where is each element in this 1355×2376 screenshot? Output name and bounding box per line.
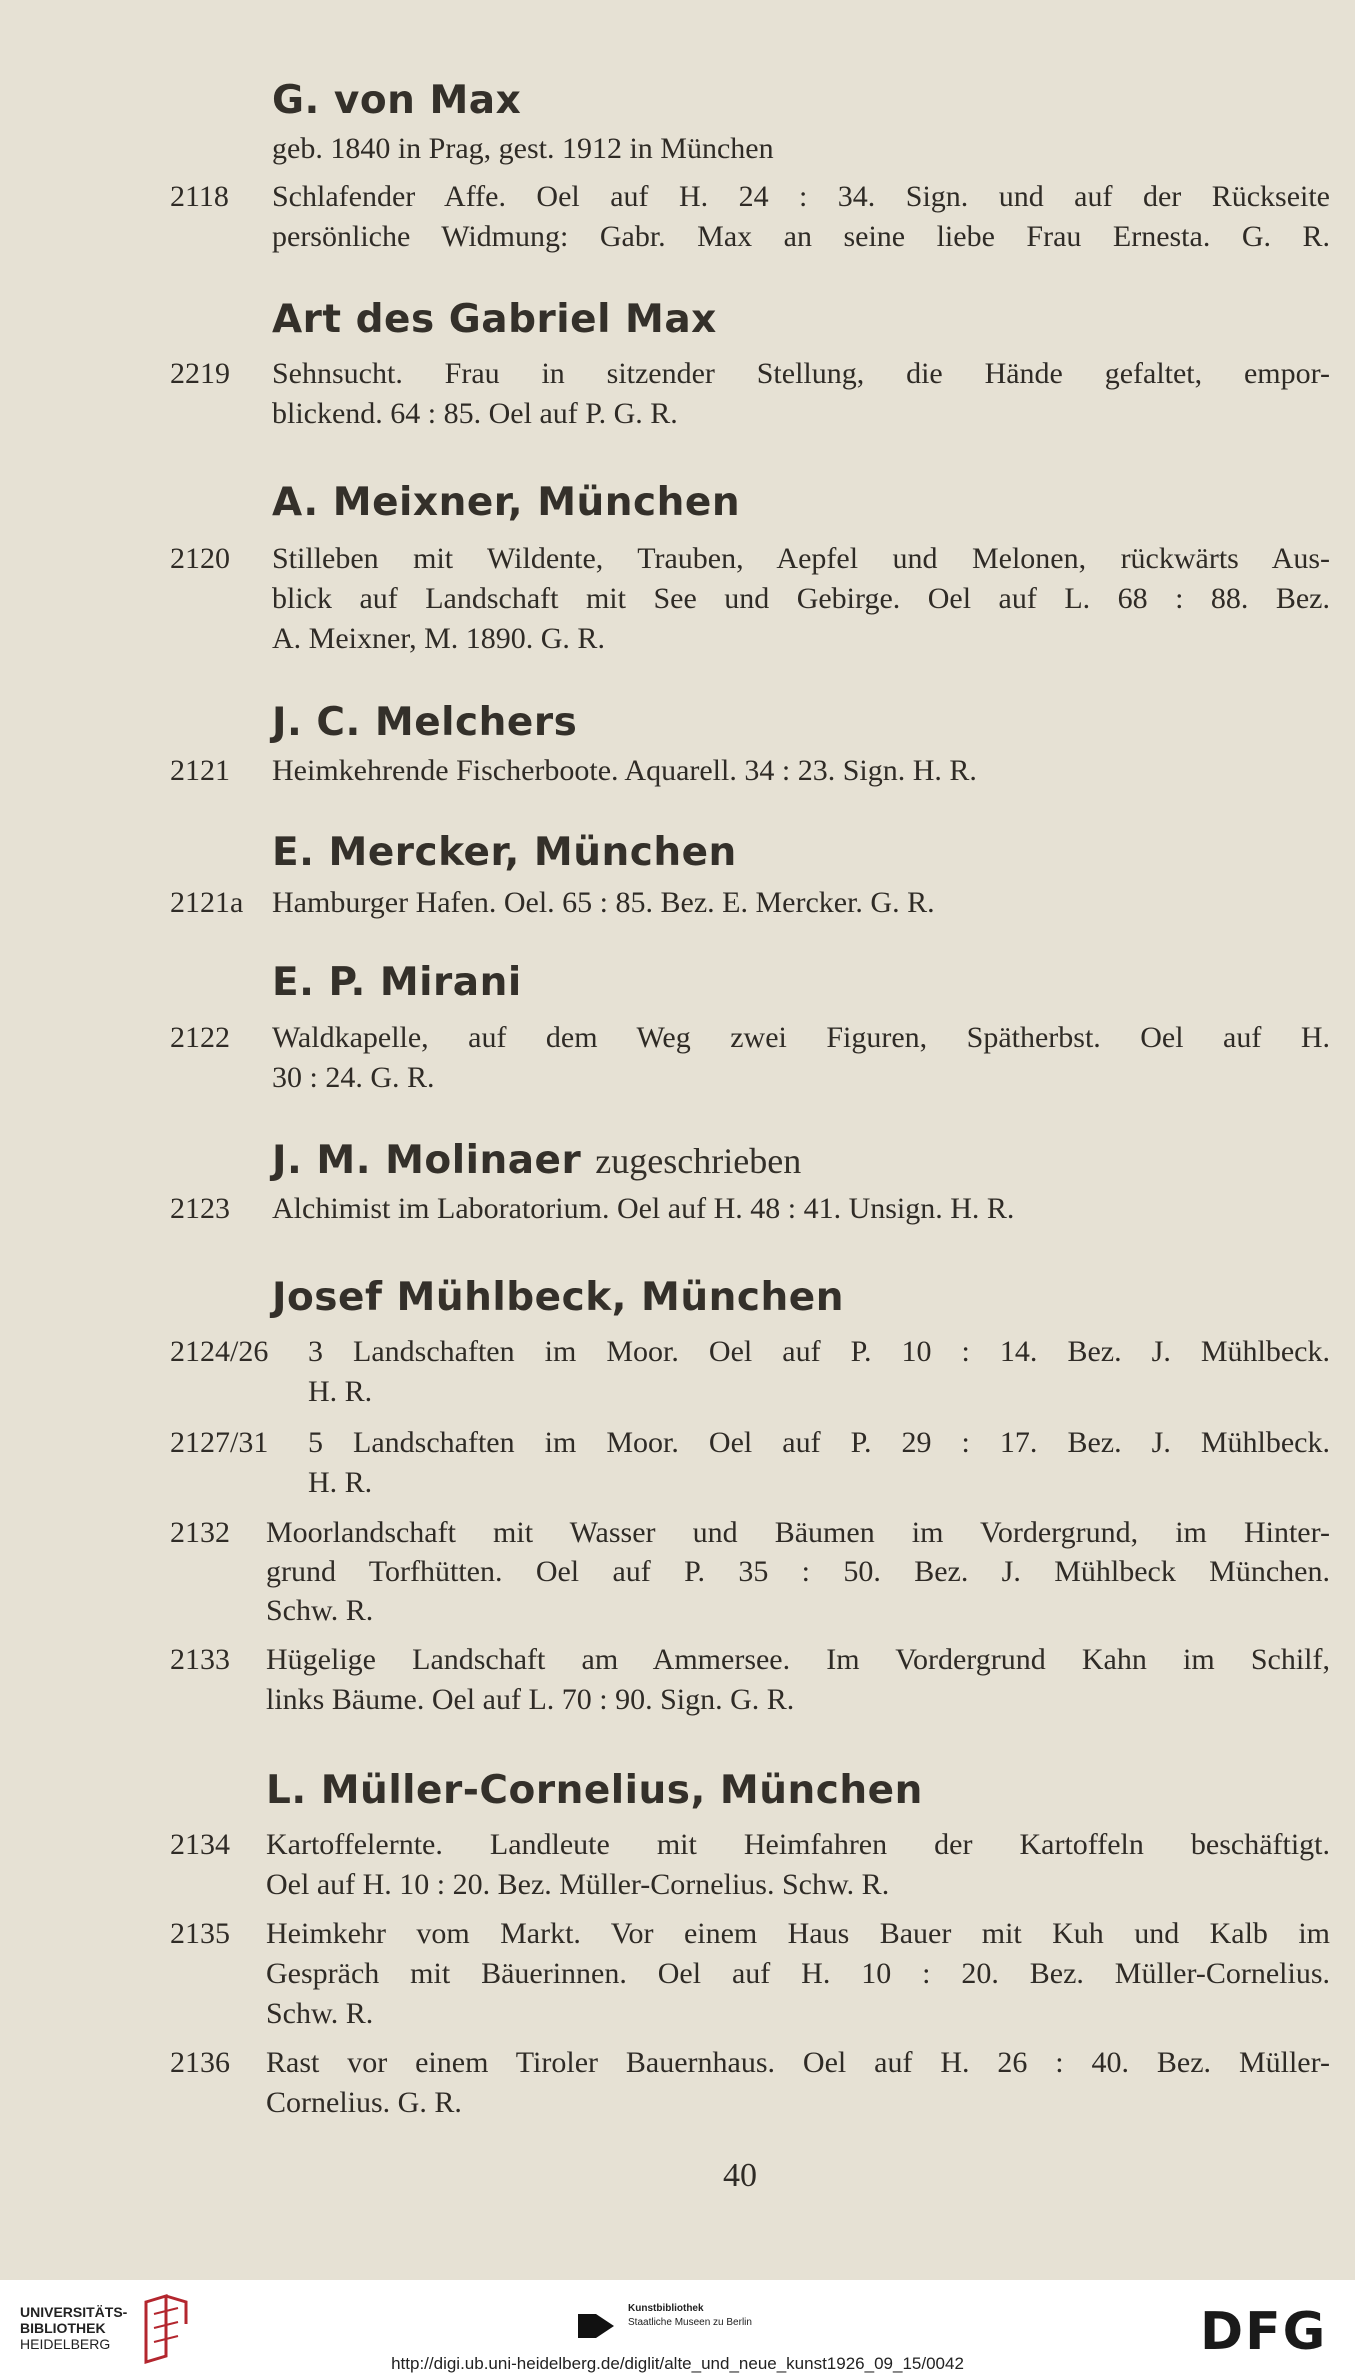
lot-description: Waldkapelle, auf dem Weg zwei Figuren, Spätherbst. Oel auf H. — [272, 1021, 1330, 1054]
lot-description: Sehnsucht. Frau in sitzender Stellung, die Hände gefaltet, empor- — [272, 357, 1330, 390]
library-name — [20, 2304, 127, 2352]
lot-description: Hügelige Landschaft am Ammersee. Im Vordergrund Kahn im Schilf, — [266, 1643, 1330, 1676]
kunstbibliothek-label — [628, 2302, 752, 2330]
kunstbibliothek-logo-icon — [578, 2308, 620, 2344]
lot-number: 2123 — [170, 1192, 230, 1225]
lot-description: Stilleben mit Wildente, Trauben, Aepfel und Melonen, rückwärts Aus- — [272, 542, 1330, 575]
lot-description: Schw. R. — [266, 1594, 374, 1627]
lot-number: 2132 — [170, 1516, 230, 1549]
lot-number: 2136 — [170, 2046, 230, 2079]
lot-description: Rast vor einem Tiroler Bauernhaus. Oel auf H. 26 : 40. Bez. Müller- — [266, 2046, 1330, 2079]
artist-heading: E. Mercker, München — [272, 830, 737, 875]
lot-description: Alchimist im Laboratorium. Oel auf H. 48 : 41. Unsign. H. R. — [272, 1192, 1015, 1225]
source-url[interactable]: http://digi.ub.uni-heidelberg.de/diglit/alte_und_neue_kunst1926_09_15/0042 — [391, 2354, 964, 2373]
lot-number: 2120 — [170, 542, 230, 575]
lot-number: 2121 — [170, 754, 230, 787]
artist-heading: Josef Mühlbeck, München — [272, 1275, 844, 1320]
lot-description: Oel auf H. 10 : 20. Bez. Müller-Cornelius. Schw. R. — [266, 1868, 890, 1901]
lot-description: links Bäume. Oel auf L. 70 : 90. Sign. G. R. — [266, 1683, 795, 1716]
artist-heading — [272, 1138, 801, 1184]
library-line-3: HEIDELBERG — [20, 2336, 111, 2352]
attribution-note: zugeschrieben — [595, 1141, 802, 1181]
lot-number: 2219 — [170, 357, 230, 390]
lot-description: 5 Landschaften im Moor. Oel auf P. 29 : 17. Bez. J. Mühlbeck. — [308, 1426, 1330, 1459]
footer-bar — [0, 2280, 1355, 2376]
artist-heading: Art des Gabriel Max — [272, 297, 717, 342]
artist-heading: A. Meixner, München — [272, 480, 741, 525]
lot-description: grund Torfhütten. Oel auf P. 35 : 50. Bez. J. Mühlbeck München. — [266, 1555, 1330, 1588]
artist-heading: G. von Max — [272, 78, 522, 123]
lot-description: A. Meixner, M. 1890. G. R. — [272, 622, 605, 655]
lot-description: Cornelius. G. R. — [266, 2086, 462, 2119]
lot-number: 2133 — [170, 1643, 230, 1676]
lot-description: Moorlandschaft mit Wasser und Bäumen im Vordergrund, im Hinter- — [266, 1516, 1330, 1549]
lot-description: Heimkehr vom Markt. Vor einem Haus Bauer mit Kuh und Kalb im — [266, 1917, 1330, 1950]
dfg-logo: DFG — [1200, 2302, 1328, 2362]
lot-number: 2124/26 — [170, 1335, 269, 1368]
artist-bio: geb. 1840 in Prag, gest. 1912 in München — [272, 132, 774, 165]
lot-description: Gespräch mit Bäuerinnen. Oel auf H. 10 : 20. Bez. Müller-Cornelius. — [266, 1957, 1330, 1990]
lot-number: 2121a — [170, 886, 244, 919]
lot-description: Hamburger Hafen. Oel. 65 : 85. Bez. E. Mercker. G. R. — [272, 886, 935, 919]
library-line-1: UNIVERSITÄTS- — [20, 2304, 128, 2320]
lot-description: 30 : 24. G. R. — [272, 1061, 435, 1094]
artist-heading: J. C. Melchers — [272, 700, 578, 745]
library-line-2: BIBLIOTHEK — [20, 2320, 106, 2336]
lot-description: H. R. — [308, 1466, 373, 1499]
artist-heading: L. Müller-Cornelius, München — [266, 1768, 923, 1813]
kb-name: Kunstbibliothek — [628, 2303, 704, 2314]
lot-description: blick auf Landschaft mit See und Gebirge. Oel auf L. 68 : 88. Bez. — [272, 582, 1330, 615]
lot-description: Schlafender Affe. Oel auf H. 24 : 34. Sign. und auf der Rückseite — [272, 180, 1330, 213]
lot-number: 2122 — [170, 1021, 230, 1054]
lot-description: Kartoffelernte. Landleute mit Heimfahren der Kartoffeln beschäftigt. — [266, 1828, 1330, 1861]
lot-description: 3 Landschaften im Moor. Oel auf P. 10 : 14. Bez. J. Mühlbeck. — [308, 1335, 1330, 1368]
lot-description: blickend. 64 : 85. Oel auf P. G. R. — [272, 397, 678, 430]
kb-sub: Staatliche Museen zu Berlin — [628, 2317, 752, 2328]
page-number: 40 — [723, 2157, 757, 2194]
lot-number: 2135 — [170, 1917, 230, 1950]
lot-number: 2134 — [170, 1828, 230, 1861]
lot-description: Heimkehrende Fischerboote. Aquarell. 34 : 23. Sign. H. R. — [272, 754, 977, 787]
lot-number: 2127/31 — [170, 1426, 269, 1459]
lot-number: 2118 — [170, 180, 229, 213]
artist-name: J. M. Molinaer — [272, 1138, 582, 1183]
lot-description: persönliche Widmung: Gabr. Max an seine liebe Frau Ernesta. G. R. — [272, 220, 1330, 253]
lot-description: Schw. R. — [266, 1997, 374, 2030]
lot-description: H. R. — [308, 1375, 373, 1408]
artist-heading: E. P. Mirani — [272, 960, 522, 1005]
